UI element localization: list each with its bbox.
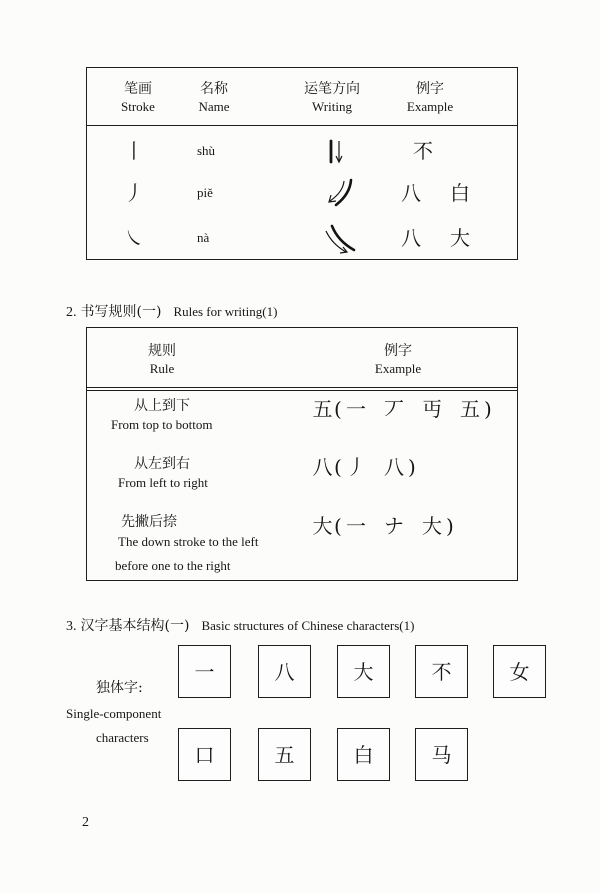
example-char: 大: [450, 226, 470, 250]
stroke-order-stage: 五: [460, 397, 480, 421]
rule-1-stroke-order: [311, 397, 494, 421]
character-box: 大: [337, 645, 390, 698]
single-component-label-en-line-2: characters: [96, 730, 149, 745]
rule-3-stroke-order: [311, 514, 456, 538]
stroke-glyph-shu: 丨: [124, 139, 144, 163]
section-3-heading: [66, 617, 414, 636]
rule-1-char: 五: [312, 397, 333, 421]
stroke-examples-pie: [399, 181, 472, 205]
rule-2-char: 八: [312, 455, 333, 479]
rule-3-en-line-2: before one to the right: [115, 558, 231, 573]
stroke-order-stage: 一: [346, 514, 366, 538]
right-falling-stroke-arrow-icon: [321, 223, 357, 255]
character-box: 五: [258, 728, 311, 781]
stroke-examples-na: [399, 226, 472, 250]
section-3-title-en: Basic structures of Chinese characters(1): [201, 618, 415, 633]
header-rule-zh: 规则: [148, 343, 176, 359]
single-component-label-zh: 独体字:: [96, 680, 143, 696]
rules-table: [86, 327, 518, 581]
rules-table-header-divider: [87, 387, 517, 391]
example-char: 八: [401, 226, 421, 250]
header-rule-example-zh: 例字: [384, 343, 412, 359]
stroke-name-pie: piě: [197, 185, 213, 200]
rule-2-zh: 从左到右: [134, 456, 190, 472]
rule-1-zh: 从上到下: [134, 398, 190, 414]
paren-close: ): [408, 455, 416, 479]
stroke-glyph-pie: 丿: [124, 181, 144, 205]
rule-2-en: From left to right: [118, 475, 208, 490]
section-2-title-zh: 书写规则(一): [80, 304, 162, 320]
character-box: 口: [178, 728, 231, 781]
paren-open: (: [334, 397, 342, 421]
example-char: 不: [413, 139, 433, 163]
header-example-en: Example: [406, 99, 454, 114]
rule-3-en-line-1: The down stroke to the left: [118, 534, 259, 549]
character-box: 八: [258, 645, 311, 698]
stroke-table-header-divider: [87, 125, 517, 126]
header-rule-en: Rule: [149, 361, 175, 376]
vertical-stroke-down-arrow-icon: [323, 139, 349, 165]
paren-close: ): [446, 514, 454, 538]
rule-3-zh: 先撇后捺: [121, 514, 177, 530]
stroke-order-stage: ナ: [384, 514, 404, 538]
single-component-label-en-line-1: Single-component: [66, 706, 162, 721]
header-stroke-zh: 笔画: [124, 81, 152, 97]
paren-open: (: [334, 514, 342, 538]
rule-3-char: 大: [312, 514, 333, 538]
stroke-table: [86, 67, 518, 260]
stroke-order-stage: 大: [422, 514, 442, 538]
page-number: 2: [82, 815, 89, 830]
stroke-order-stage: 一: [346, 397, 366, 421]
stroke-examples-shu: [411, 139, 435, 163]
header-rule-example-en: Example: [374, 361, 422, 376]
header-writing-zh: 运笔方向: [304, 81, 360, 97]
left-falling-stroke-arrow-icon: [323, 178, 357, 208]
example-char: 白: [450, 181, 470, 205]
header-name-en: Name: [198, 99, 230, 114]
stroke-order-stage: 丆: [384, 397, 404, 421]
header-name-zh: 名称: [200, 81, 228, 97]
header-writing-en: Writing: [312, 99, 352, 114]
character-box: 女: [493, 645, 546, 698]
character-box: 不: [415, 645, 468, 698]
example-char: 八: [401, 181, 421, 205]
section-2-title-en: Rules for writing(1): [173, 304, 278, 319]
stroke-order-stage: 八: [384, 455, 404, 479]
header-example-zh: 例字: [416, 81, 444, 97]
character-box: 白: [337, 728, 390, 781]
section-2-number: 2.: [66, 305, 77, 320]
stroke-name-shu: shù: [197, 143, 216, 158]
header-stroke-en: Stroke: [121, 99, 155, 114]
rule-2-stroke-order: [311, 455, 418, 479]
stroke-order-stage: 丏: [422, 397, 442, 421]
section-2-heading: [66, 303, 277, 322]
character-box: 马: [415, 728, 468, 781]
rule-1-en: From top to bottom: [111, 417, 213, 432]
paren-close: ): [484, 397, 492, 421]
section-3-title-zh: 汉字基本结构(一): [80, 618, 190, 634]
stroke-name-na: nà: [197, 230, 210, 245]
paren-open: (: [334, 455, 342, 479]
character-box: 一: [178, 645, 231, 698]
stroke-order-stage: 丿: [346, 455, 366, 479]
section-3-number: 3.: [66, 619, 77, 634]
stroke-glyph-na: ㇏: [124, 226, 144, 250]
